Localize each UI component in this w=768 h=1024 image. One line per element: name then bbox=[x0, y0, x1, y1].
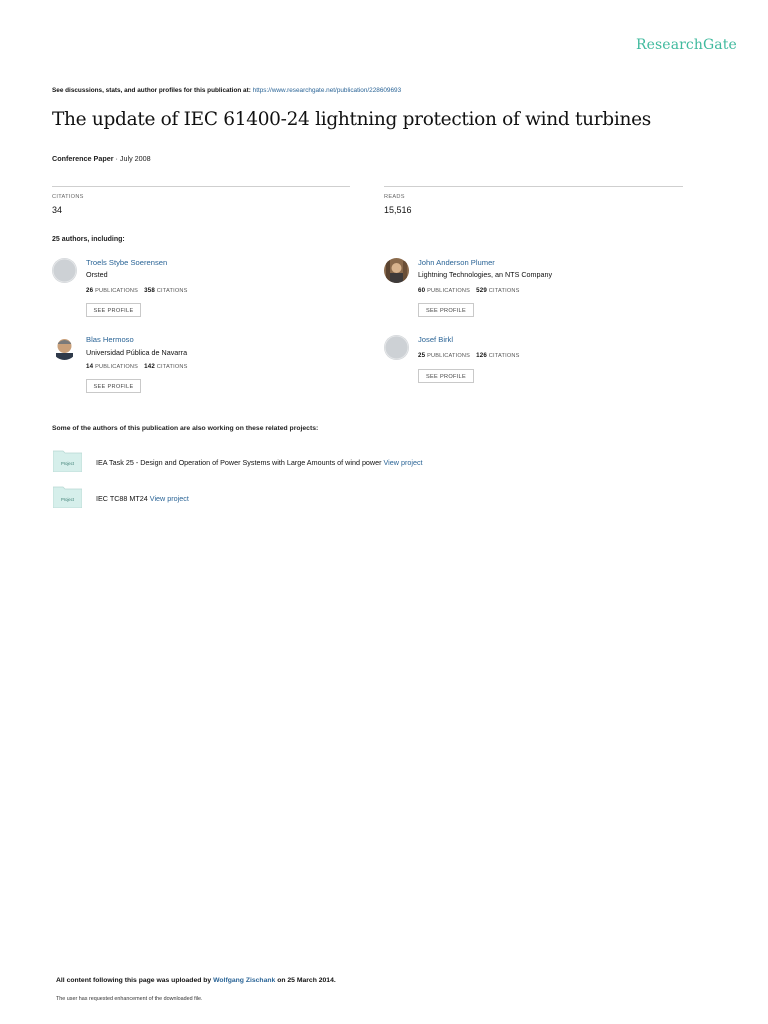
avatar-placeholder-icon[interactable] bbox=[52, 258, 77, 283]
author-affiliation: Universidad Pública de Navarra bbox=[86, 348, 188, 357]
project-folder-icon[interactable] bbox=[53, 486, 82, 508]
citations-count: 34 bbox=[52, 205, 63, 215]
citations-divider bbox=[52, 186, 350, 187]
footer-tail: on 25 March 2014. bbox=[277, 977, 336, 984]
upload-footer bbox=[56, 977, 336, 984]
author-name-link[interactable]: Blas Hermoso bbox=[86, 335, 134, 344]
author-metrics: 14 PUBLICATIONS 142 CITATIONS bbox=[86, 363, 188, 370]
author-name-link[interactable]: Josef Birkl bbox=[418, 335, 454, 344]
publication-type: Conference Paper bbox=[52, 154, 114, 163]
publication-url-link[interactable]: https://www.researchgate.net/publication/228609693 bbox=[252, 87, 402, 94]
see-profile-button[interactable]: SEE PROFILE bbox=[86, 303, 141, 317]
author-metrics: 25 PUBLICATIONS 126 CITATIONS bbox=[418, 352, 520, 359]
publication-date: July 2008 bbox=[119, 154, 151, 163]
publication-title: The update of IEC 61400-24 lightning protection of wind turbines bbox=[52, 109, 651, 130]
reads-label: READS bbox=[384, 194, 405, 200]
author-name-link[interactable]: John Anderson Plumer bbox=[418, 258, 495, 267]
project-title: IEC TC88 MT24 bbox=[96, 494, 148, 503]
author-photo[interactable] bbox=[384, 258, 409, 283]
author-affiliation: Lightning Technologies, an NTS Company bbox=[418, 270, 553, 279]
see-profile-button[interactable]: SEE PROFILE bbox=[418, 303, 474, 317]
uploader-link[interactable]: Wolfgang Zischank bbox=[213, 977, 276, 984]
svg-text:Project: Project bbox=[60, 497, 75, 502]
project-entry bbox=[96, 494, 189, 503]
authors-heading: 25 authors, including: bbox=[52, 236, 125, 243]
author-affiliation: Orsted bbox=[86, 270, 108, 279]
see-profile-button[interactable]: SEE PROFILE bbox=[86, 379, 141, 393]
citations-label: CITATIONS bbox=[52, 194, 84, 200]
project-folder-icon[interactable] bbox=[53, 450, 82, 472]
reads-count: 15,516 bbox=[384, 205, 412, 215]
discussion-line bbox=[52, 87, 401, 94]
enhancement-note: The user has requested enhancement of the downloaded file. bbox=[56, 996, 203, 1002]
view-project-link[interactable]: View project bbox=[383, 458, 423, 467]
publication-meta: Conference Paper · July 2008 bbox=[52, 154, 151, 163]
author-photo[interactable] bbox=[52, 335, 77, 360]
projects-heading: Some of the authors of this publication are also working on these related projects: bbox=[52, 425, 319, 432]
discussion-lead: See discussions, stats, and author profiles for this publication at: bbox=[52, 87, 251, 94]
author-metrics: 26 PUBLICATIONS 358 CITATIONS bbox=[86, 287, 188, 294]
author-metrics: 60 PUBLICATIONS 529 CITATIONS bbox=[418, 287, 520, 294]
avatar-placeholder-icon[interactable] bbox=[384, 335, 409, 360]
footer-lead: All content following this page was uploaded by bbox=[56, 977, 212, 984]
project-title: IEA Task 25 - Design and Operation of Power Systems with Large Amounts of wind power bbox=[96, 458, 382, 467]
reads-divider bbox=[384, 186, 683, 187]
project-entry bbox=[96, 458, 423, 467]
researchgate-logo[interactable]: ResearchGate bbox=[636, 37, 737, 53]
view-project-link[interactable]: View project bbox=[149, 494, 189, 503]
svg-text:Project: Project bbox=[60, 461, 75, 466]
author-name-link[interactable]: Troels Stybe Soerensen bbox=[86, 258, 168, 267]
see-profile-button[interactable]: SEE PROFILE bbox=[418, 369, 474, 383]
